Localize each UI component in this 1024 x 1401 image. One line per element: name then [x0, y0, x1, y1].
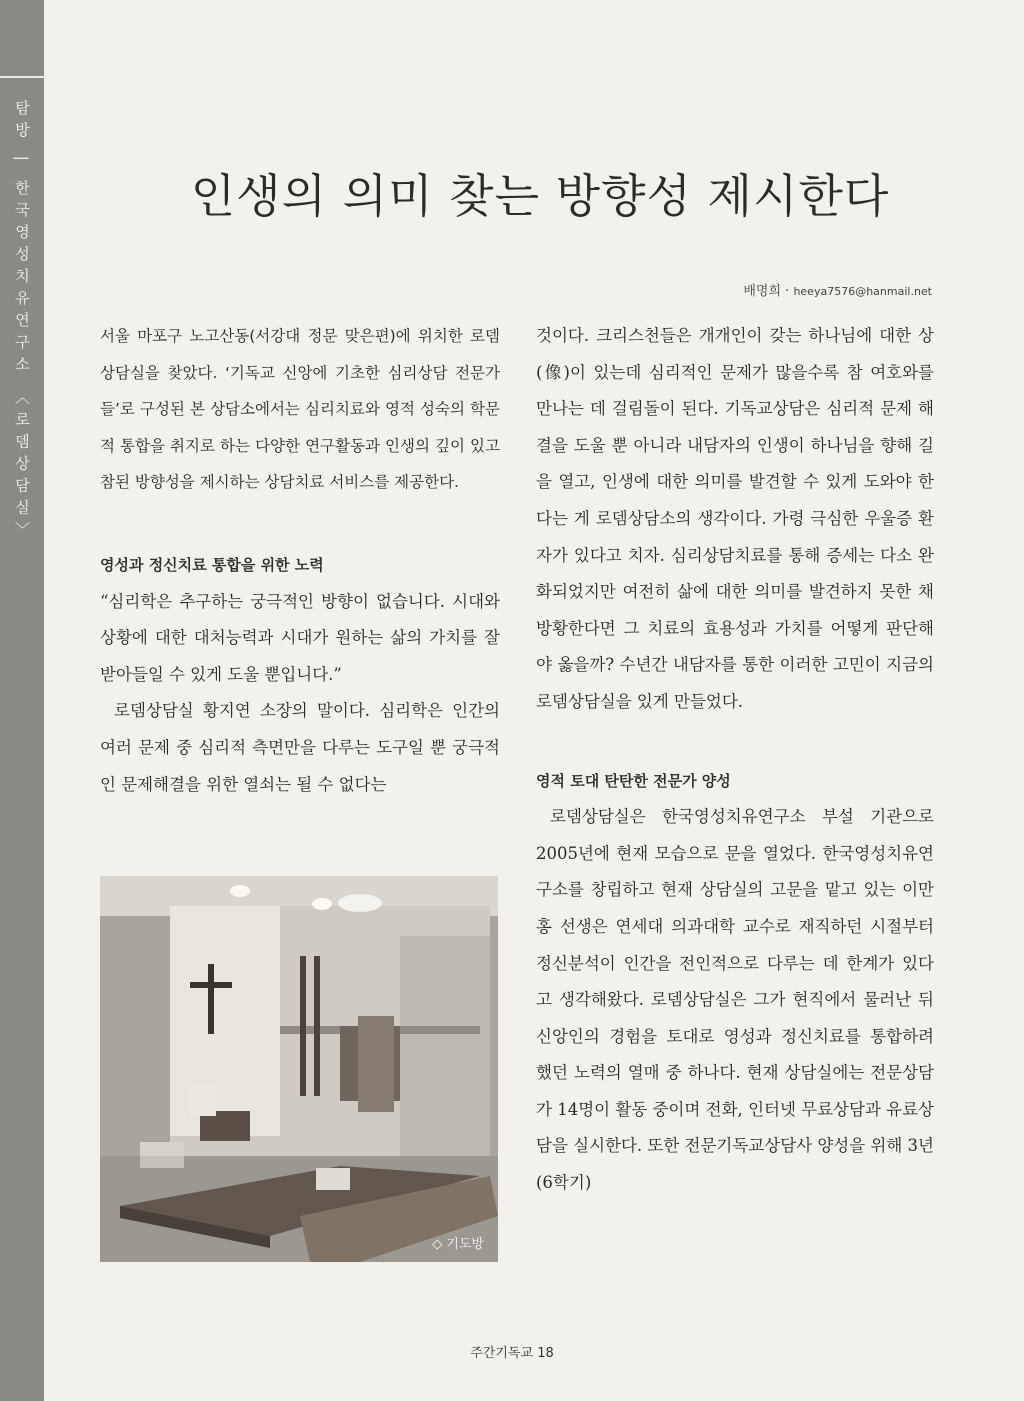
left-column: [100, 318, 500, 803]
author-name: 배명희: [743, 284, 782, 299]
body-paragraph: “심리학은 추구하는 궁극적인 방향이 없습니다. 시대와 상황에 대한 대처능력과 시대가 원하는 삶의 가치를 잘 받아들일 수 있게 도울 뿐입니다.”: [100, 591, 500, 684]
photo-caption: ◇ 기도방: [432, 1237, 484, 1252]
byline: [743, 280, 932, 299]
body-paragraph: 로뎀상담실은 한국영성치유연구소 부설 기관으로 2005년에 현재 모습으로 문을 열었다. 한국영성치유연구소를 창립하고 현재 상담실의 고문을 맡고 있는 이만홍 선생은 연세대 의과대학 교수로 재직하던 시절부터 정신분석이 인간을 전인적으로 다루는 데 한계가 있다고 생각해왔다. 로뎀상담실은 그가 현직에서 물러난 뒤 신앙인의 경험을 토대로 영성과 정신치료를 통합하려 했던 노력의 열매 중 하나다. 현재 상담실에는 전문상담가 14명이 활동 중이며 전화, 인터넷 무료상담과 유료상담을 실시한다. 또한 전문기독교상담사 양성을 위해 3년(6학기): [536, 807, 934, 1193]
magazine-name: 주간기독교: [470, 1346, 534, 1361]
right-column: [536, 318, 934, 1202]
prayer-room-illustration: [100, 876, 498, 1262]
body-paragraph: 로뎀상담실 황지연 소장의 말이다. 심리학은 인간의 여러 문제 중 심리적 측면만을 다루는 도구일 뿐 궁극적인 문제해결을 위한 열쇠는 될 수 없다는: [100, 701, 500, 794]
article-title: 인생의 의미 찾는 방향성 제시한다: [190, 169, 890, 223]
lead-paragraph: 서울 마포구 노고산동(서강대 정문 맞은편)에 위치한 로뎀상담실을 찾았다. ‘기독교 신앙에 기초한 심리상담 전문가들’로 구성된 본 상담소에서는 심리치료와 영적 성숙의 학문적 통합을 취지로 하는 다양한 연구활동과 인생의 깊이 있고 참된 방향성을 제시하는 상담치료 서비스를 제공한다.: [100, 327, 500, 492]
sidebar-section-label: 탐방 | 한국영성치유연구소 〈로뎀상담실〉: [13, 100, 31, 544]
byline-separator: ·: [785, 284, 794, 299]
page-footer: [0, 1342, 1024, 1361]
sidebar-rule: [0, 76, 44, 78]
author-email: heeya7576@hanmail.net: [793, 285, 932, 298]
section-sidebar: [0, 0, 44, 1401]
body-paragraph: 것이다. 크리스천들은 개개인이 갖는 하나님에 대한 상(像)이 있는데 심리적인 문제가 많을수록 참 여호와를 만나는 데 걸림돌이 된다. 기독교상담은 심리적 문제 해결을 도울 뿐 아니라 내담자의 인생이 하나님을 향해 길을 열고, 인생에 대한 의미를 발견할 수 있게 도와야 한다는 게 로뎀상담소의 생각이다. 가령 극심한 우울증 환자가 있다고 치자. 심리상담치료를 통해 증세는 다소 완화되었지만 여전히 삶에 대한 의미를 발견하지 못한 채 방황한다면 그 치료의 효용성과 가치를 어떻게 판단해야 옳을까? 수년간 내담자를 통한 이러한 고민이 지금의 로뎀상담실을 있게 만들었다.: [536, 326, 934, 711]
section-heading-2: 영적 토대 탄탄한 전문가 양성: [536, 771, 731, 790]
page-number: 18: [537, 1346, 554, 1361]
prayer-room-photo: [100, 876, 498, 1262]
section-heading-1: 영성과 정신치료 통합을 위한 노력: [100, 555, 324, 574]
